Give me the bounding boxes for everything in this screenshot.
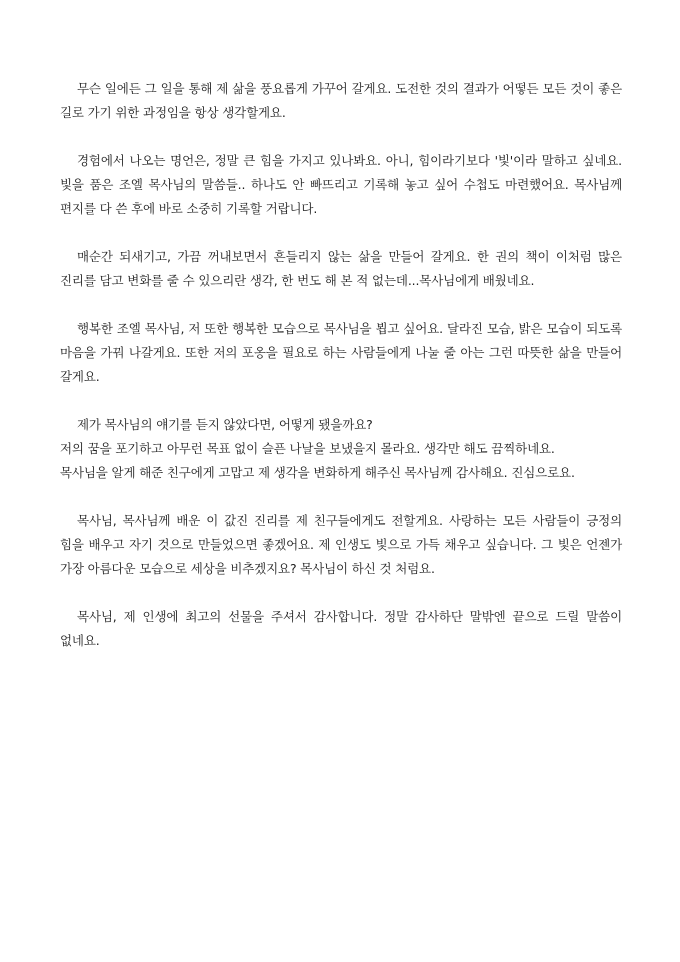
paragraph-5-line-1: 제가 목사님의 얘기를 듣지 않았다면, 어떻게 됐을까요? bbox=[77, 417, 373, 432]
paragraph-4: 행복한 조엘 목사님, 저 또한 행복한 모습으로 목사님을 뵙고 싶어요. 달라진 모습, 밝은 모습이 되도록 마음을 가꿔 나갈게요. 또한 저의 포옹을 필요로 하는 사람들에게 나눌 줄 아는 그런 따뜻한 삶을 만들어 갈게요. bbox=[60, 321, 622, 384]
paragraph-1: 무슨 일에든 그 일을 통해 제 삶을 풍요롭게 가꾸어 갈게요. 도전한 것의 결과가 어떻든 모든 것이 좋은 길로 가기 위한 과정임을 항상 생각할게요. bbox=[60, 81, 622, 120]
paragraph-2: 경험에서 나오는 명언은, 정말 큰 힘을 가지고 있나봐요. 아니, 힘이라기보다 '빛'이라 말하고 싶네요. 빛을 품은 조엘 목사님의 말씀들.. 하나도 안 빠뜨리고 기록해 놓고 싶어 수첩도 마련했어요. 목사님께 편지를 다 쓴 후에 바로 소중히 기록할 거랍니다. bbox=[60, 153, 622, 216]
paragraph-5 bbox=[60, 413, 622, 485]
paragraph-5-line-3: 목사님을 알게 해준 친구에게 고맙고 제 생각을 변화하게 해주신 목사님께 감사해요. 진심으로요. bbox=[60, 465, 575, 480]
paragraph-5-line-2: 저의 꿈을 포기하고 아무런 목표 없이 슬픈 나날을 보냈을지 몰라요. 생각만 해도 끔찍하네요. bbox=[60, 441, 555, 456]
paragraph-6: 목사님, 목사님께 배운 이 값진 진리를 제 친구들에게도 전할게요. 사랑하는 모든 사람들이 긍정의 힘을 배우고 자기 것으로 만들었으면 좋겠어요. 제 인생도 빛으로 가득 채우고 싶습니다. 그 빛은 언젠가 가장 아름다운 모습으로 세상을 비추겠지요? 목사님이 하신 것 처럼요. bbox=[60, 513, 622, 576]
paragraph-3: 매순간 되새기고, 가끔 꺼내보면서 흔들리지 않는 삶을 만들어 갈게요. 한 권의 책이 이처럼 많은 진리를 담고 변화를 줄 수 있으리란 생각, 한 번도 해 본 적 없는데...목사님에게 배웠네요. bbox=[60, 249, 622, 288]
paragraph-7: 목사님, 제 인생에 최고의 선물을 주셔서 감사합니다. 정말 감사하단 말밖엔 끝으로 드릴 말씀이 없네요. bbox=[60, 609, 622, 648]
